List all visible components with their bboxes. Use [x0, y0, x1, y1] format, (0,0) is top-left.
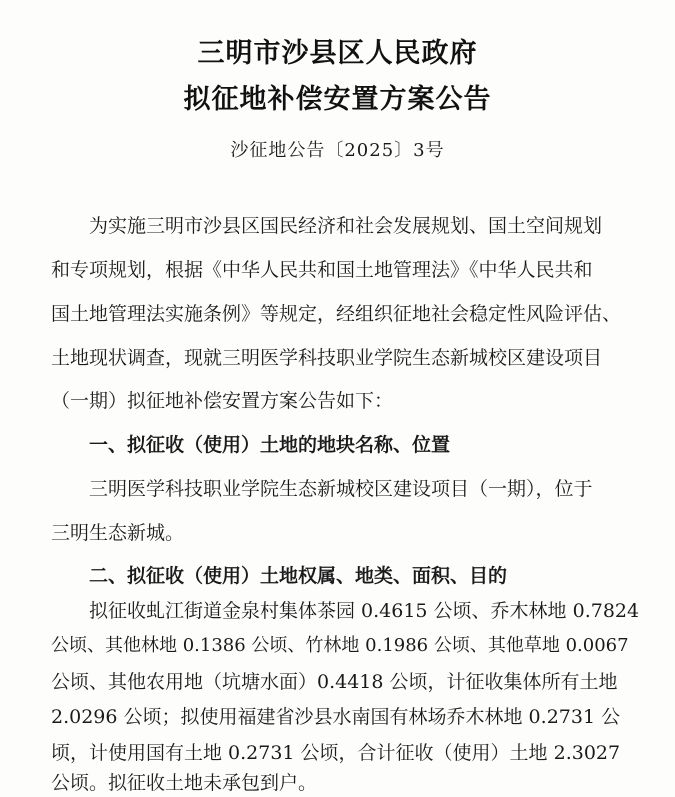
section-2-line: 2.0296 公顷；拟使用福建省沙县水南国有林场乔木林地 0.2731 公: [51, 706, 621, 728]
section-1-line: 三明生态新城。: [51, 522, 185, 544]
document-number: 沙征地公告〔2025〕3号: [230, 140, 445, 161]
intro-line: 和专项规划，根据《中华人民共和国土地管理法》《中华人民共和: [51, 259, 593, 281]
section-2-line: 拟征收虬江街道金泉村集体茶园 0.4615 公顷、乔木林地 0.7824: [89, 600, 640, 622]
intro-line: 国土地管理法实施条例》等规定，经组织征地社会稳定性风险评估、: [51, 303, 622, 325]
intro-line: 土地现状调查，现就三明医学科技职业学院生态新城校区建设项目: [51, 347, 603, 369]
intro-line: （一期）拟征地补偿安置方案公告如下：: [51, 390, 394, 412]
section-1-heading: 一、拟征收（使用）土地的地块名称、位置: [89, 434, 451, 456]
title-line-2: 拟征地补偿安置方案公告: [183, 84, 492, 115]
section-2-heading: 二、拟征收（使用）土地权属、地类、面积、目的: [89, 565, 508, 587]
section-2-line: 公顷、其他林地 0.1386 公顷、竹林地 0.1986 公顷、其他草地 0.0067: [51, 635, 629, 656]
section-1-line: 三明医学科技职业学院生态新城校区建设项目（一期），位于: [89, 478, 593, 500]
section-2-line: 公顷、其他农用地（坑塘水面）0.4418 公顷，计征收集体所有土地: [51, 671, 618, 693]
section-2-line: 公顷。拟征收土地未承包到户。: [51, 772, 318, 794]
title-line-1: 三明市沙县区人民政府: [197, 38, 478, 69]
intro-line: 为实施三明市沙县区国民经济和社会发展规划、国土空间规划: [89, 215, 603, 237]
section-2-line: 顷，计使用国有土地 0.2731 公顷，合计征收（使用）土地 2.3027: [51, 742, 621, 764]
